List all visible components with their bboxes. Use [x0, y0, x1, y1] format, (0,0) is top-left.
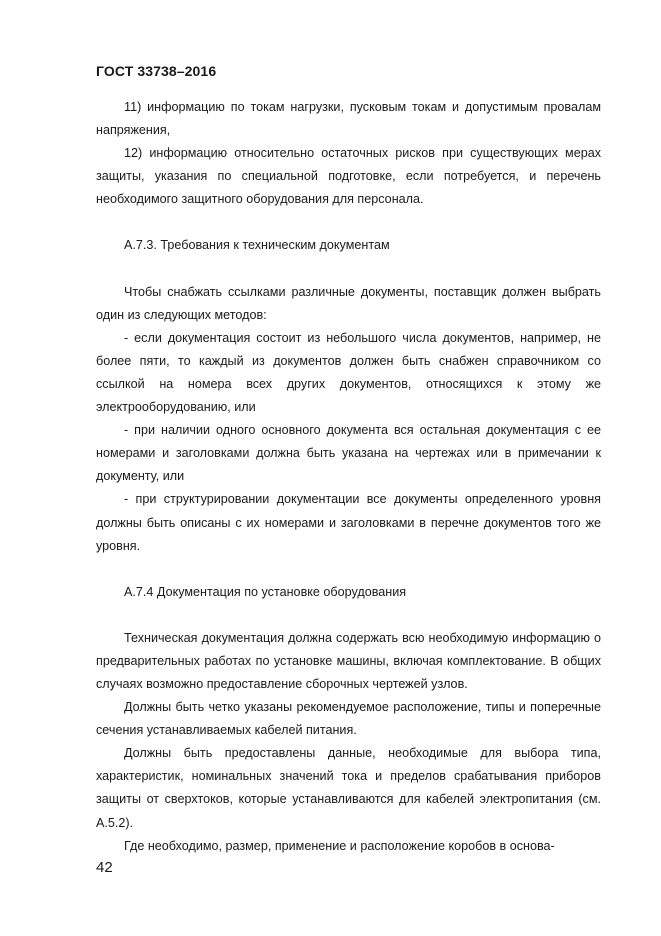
spacer — [96, 211, 601, 234]
paragraph-item-12: 12) информацию относительно остаточных рисков при существующих мерах защиты, указания по специальной подготовке, если потребуется, и перечень необходимого защитного оборудования для персонала. — [96, 146, 601, 207]
spacer — [96, 258, 601, 281]
paragraph-a73-method-3: - при структурировании документации все документы определенного уровня должны быть описаны с их номерами и заголовками в перечне документов того же уровня. — [96, 492, 601, 553]
spacer — [96, 604, 601, 627]
paragraph-a73-method-1: - если документация состоит из небольшого числа документов, например, не более пяти, то каждый из документов должен быть снабжен справочником со ссылкой на номера всех других документов, относящихся к этому же электрооборудованию, или — [96, 330, 601, 415]
section-heading-a73: А.7.3. Требования к техническим документам — [124, 238, 390, 253]
paragraph-a74-2: Должны быть четко указаны рекомендуемое расположение, типы и поперечные сечения устанавливаемых кабелей питания. — [96, 700, 601, 738]
paragraph-a74-4: Где необходимо, размер, применение и расположение коробов в основа- — [124, 838, 555, 853]
paragraph-a74-3: Должны быть предоставлены данные, необходимые для выбора типа, характеристик, номинальных значений тока и пределов срабатывания приборов защиты от сверхтоков, которые устанавливаются для кабелей электропитания (см. А.5.2). — [96, 746, 601, 830]
paragraph-a73-intro: Чтобы снабжать ссылками различные документы, поставщик должен выбрать один из следующих методов: — [96, 284, 601, 322]
paragraph-a73-method-2: - при наличии одного основного документа вся остальная документация с ее номерами и заголовками должна быть указана на чертежах или в примечании к документу, или — [96, 423, 601, 484]
page-number: 42 — [96, 859, 113, 876]
paragraph-item-11: 11) информацию по токам нагрузки, пусковым токам и допустимым провалам напряжения, — [96, 100, 601, 138]
page-body — [96, 96, 601, 858]
spacer — [96, 558, 601, 581]
section-heading-a74: А.7.4 Документация по установке оборудования — [124, 584, 407, 599]
document-code-header: ГОСТ 33738–2016 — [96, 63, 217, 79]
paragraph-a74-1: Техническая документация должна содержать всю необходимую информацию о предварительных работах по установке машины, включая комплектование. В общих случаях возможно предоставление сборочных чертежей узлов. — [96, 630, 601, 691]
